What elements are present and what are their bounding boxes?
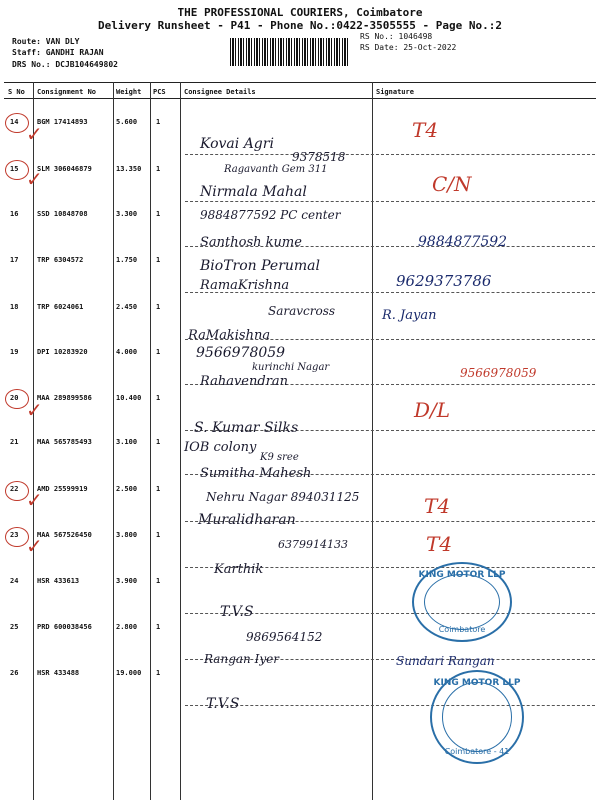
row-consignment: SSD 10848708 [37,210,88,218]
handwritten-detail: 9869564152 [246,630,323,644]
row-consignment: HSR 433488 [37,669,80,677]
route-label: Route: VAN DLY [12,37,80,46]
staff-label: Staff: GANDHI RAJAN [12,48,104,57]
col-header-weight: Weight [116,88,142,96]
row-sno: 15 [10,165,19,173]
row-pcs: 1 [156,531,161,539]
signature: Sundari Rangan [396,654,495,668]
signature: C/N [432,172,472,196]
checkmark-icon: ✓ [26,167,43,191]
handwritten-detail: K9 sree [260,452,299,463]
row-sno: 26 [10,669,19,677]
table-top-border [4,82,596,83]
row-weight: 2.500 [116,485,138,493]
row-pcs: 1 [156,256,161,264]
handwritten-detail: Nirmala Mahal [200,184,307,200]
handwritten-detail: RamaKrishna [200,278,290,293]
row-consignment: MAA 289899586 [37,394,92,402]
handwritten-detail: RaMakishna [188,328,271,343]
signature: T4 [412,118,439,142]
barcode [230,38,350,66]
row-pcs: 1 [156,394,161,402]
handwritten-detail: 9566978059 [196,345,286,361]
row-weight: 4.000 [116,348,138,356]
row-pcs: 1 [156,303,161,311]
row-weight: 19.000 [116,669,142,677]
handwritten-detail: Saravcross [268,304,336,318]
handwritten-detail: Muralidharan [198,512,296,528]
row-pcs: 1 [156,210,161,218]
checkmark-icon: ✓ [26,398,43,422]
row-weight: 3.300 [116,210,138,218]
signature: 9884877592 [418,234,508,250]
row-sno: 22 [10,485,19,493]
company-title: THE PROFESSIONAL COURIERS, Coimbatore [177,6,423,19]
row-sno: 23 [10,531,19,539]
row-pcs: 1 [156,165,161,173]
handwritten-detail: Karthik [214,562,264,577]
row-consignment: HSR 433613 [37,577,80,585]
row-divider [185,154,595,155]
handwritten-detail: kurinchi Nagar [252,362,330,373]
drs-label: DRS No.: DCJB104649802 [12,60,118,69]
row-sno: 18 [10,303,19,311]
row-sno: 14 [10,118,19,126]
stamp-text: Coimbatore - 41 [444,747,510,756]
row-pcs: 1 [156,118,161,126]
row-sno: 21 [10,438,19,446]
handwritten-detail: 9884877592 PC center [200,208,341,222]
handwritten-detail: 6379914133 [278,538,348,551]
row-consignment: PRD 600038456 [37,623,92,631]
handwritten-detail: T.V.S [206,696,240,712]
handwritten-detail: S. Kumar Silks [194,420,299,436]
checkmark-icon: ✓ [26,488,43,512]
row-consignment: SLM 306046879 [37,165,92,173]
handwritten-detail: 9378518 [292,150,346,164]
runsheet-subtitle: Delivery Runsheet - P41 - Phone No.:0422-3505555 - Page No.:2 [98,19,502,32]
col-divider [113,82,114,800]
handwritten-detail: Nehru Nagar 894031125 [206,490,360,504]
handwritten-detail: Ragavanth Gem 311 [224,164,328,175]
row-weight: 2.450 [116,303,138,311]
handwritten-detail: Santhosh kume [200,235,302,250]
row-consignment: TRP 6304572 [37,256,84,264]
col-header-signature: Signature [376,88,414,96]
row-sno: 20 [10,394,19,402]
signature: D/L [414,398,451,422]
row-consignment: BGM 17414893 [37,118,88,126]
row-weight: 2.800 [116,623,138,631]
col-header-sno: S No [8,88,25,96]
row-consignment: AMD 25599919 [37,485,88,493]
table-header-border [4,98,596,99]
col-header-consignee: Consignee Details [184,88,256,96]
checkmark-icon: ✓ [26,122,43,146]
row-pcs: 1 [156,485,161,493]
row-weight: 1.750 [116,256,138,264]
handwritten-detail: Rahavendran [200,374,289,389]
stamp-text: Coimbatore [438,625,486,634]
row-weight: 3.100 [116,438,138,446]
row-divider [185,201,595,202]
col-header-pcs: PCS [153,88,166,96]
row-weight: 3.900 [116,577,138,585]
row-pcs: 1 [156,669,161,677]
company-stamp [430,670,524,764]
row-sno: 25 [10,623,19,631]
row-weight: 5.600 [116,118,138,126]
row-pcs: 1 [156,438,161,446]
row-pcs: 1 [156,623,161,631]
signature: 9566978059 [460,366,537,380]
signature: T4 [424,494,451,518]
row-sno: 19 [10,348,19,356]
row-divider [185,705,595,706]
stamp-text: KING MOTOR LLP [418,570,506,580]
col-divider [150,82,151,800]
handwritten-detail: IOB colony [184,440,257,455]
handwritten-detail: Kovai Agri [200,136,274,152]
col-divider [372,82,373,800]
row-consignment: DPI 10283920 [37,348,88,356]
row-sno: 17 [10,256,19,264]
handwritten-detail: T.V.S [220,604,254,620]
signature: T4 [426,532,453,556]
handwritten-detail: Sumitha Mahesh [200,466,312,481]
row-consignment: TRP 6024061 [37,303,84,311]
col-divider [180,82,181,800]
signature: R. Jayan [382,308,437,323]
row-sno: 24 [10,577,19,585]
row-consignment: MAA 567526450 [37,531,92,539]
signature: 9629373786 [396,272,492,290]
rs-number: RS No.: 1046498 [360,32,433,41]
handwritten-detail: BioTron Perumal [200,258,321,274]
row-sno: 16 [10,210,19,218]
checkmark-icon: ✓ [26,534,43,558]
row-weight: 3.800 [116,531,138,539]
row-consignment: MAA 565785493 [37,438,92,446]
row-pcs: 1 [156,348,161,356]
company-stamp [412,562,512,642]
row-pcs: 1 [156,577,161,585]
col-header-consignment: Consignment No [37,88,97,96]
handwritten-detail: Rangan Iyer [204,652,279,666]
row-weight: 10.400 [116,394,142,402]
stamp-text: KING MOTOR LLP [433,678,521,688]
row-weight: 13.350 [116,165,142,173]
rs-date: RS Date: 25-Oct-2022 [360,43,457,52]
